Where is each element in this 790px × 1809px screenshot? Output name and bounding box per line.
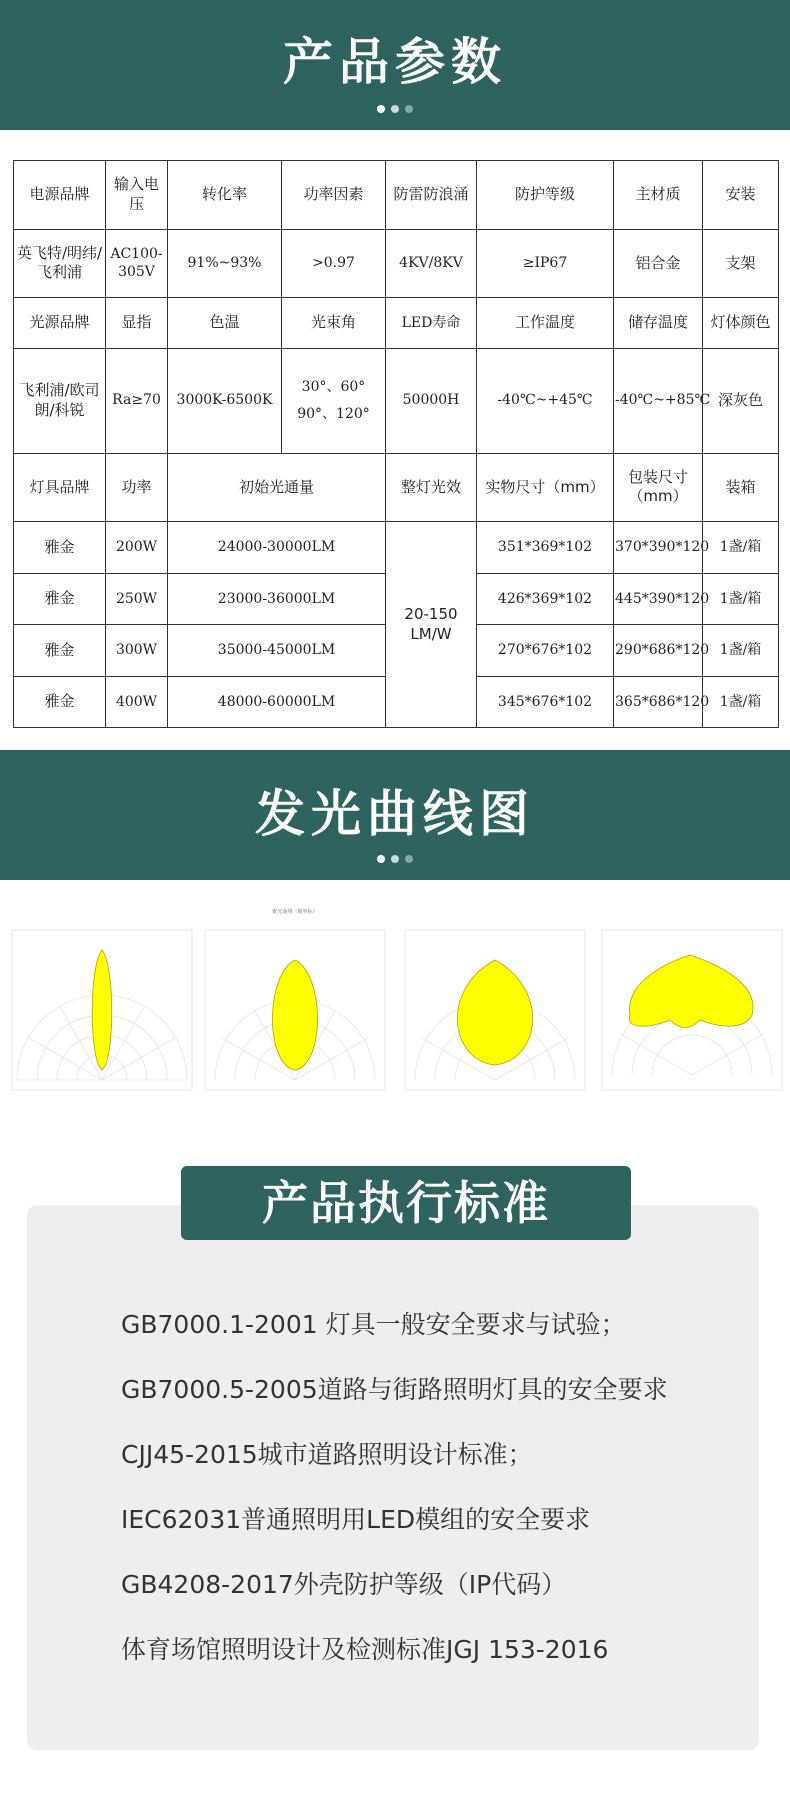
light-distribution-curves bbox=[0, 880, 790, 1130]
product-box: 1盏/箱 bbox=[703, 676, 779, 728]
product-pack: 290*686*120 bbox=[614, 625, 703, 676]
efficacy-cell: 20-150 LM/W bbox=[386, 522, 477, 728]
curve-title: 发光曲线图 bbox=[255, 785, 535, 843]
dot-2 bbox=[391, 105, 399, 113]
product-power: 250W bbox=[106, 573, 168, 624]
dot-2 bbox=[391, 855, 399, 863]
h-store-temp: 储存温度 bbox=[614, 298, 703, 348]
standard-item: GB7000.1-2001 灯具一般安全要求与试验； bbox=[121, 1310, 626, 1339]
h-efficiency: 转化率 bbox=[168, 161, 282, 230]
h-led-brand: 光源品牌 bbox=[14, 298, 106, 348]
product-box: 1盏/箱 bbox=[703, 522, 779, 573]
polar-plot-60 bbox=[205, 908, 385, 1090]
plot-title: 配光曲线（极坐标） bbox=[272, 909, 318, 915]
h-ip-rating: 防护等级 bbox=[477, 161, 614, 230]
dot-3 bbox=[405, 105, 413, 113]
product-flux: 35000-45000LM bbox=[168, 625, 386, 676]
h-pack: 包装尺寸（mm） bbox=[614, 453, 703, 522]
dot-3 bbox=[405, 855, 413, 863]
v-material: 铝合金 bbox=[614, 229, 703, 298]
product-flux: 48000-60000LM bbox=[168, 676, 386, 728]
v-body-color: 深灰色 bbox=[703, 348, 779, 453]
product-flux: 24000-30000LM bbox=[168, 522, 386, 573]
h-box: 装箱 bbox=[703, 453, 779, 522]
standard-item: GB7000.5-2005道路与街路照明灯具的安全要求 bbox=[121, 1375, 668, 1404]
h-power-brand: 电源品牌 bbox=[14, 161, 106, 230]
h-body-color: 灯体颜色 bbox=[703, 298, 779, 348]
standards-card bbox=[27, 1205, 759, 1750]
h-work-temp: 工作温度 bbox=[477, 298, 614, 348]
dot-1 bbox=[377, 105, 385, 113]
product-power: 300W bbox=[106, 625, 168, 676]
v-led-life: 50000H bbox=[386, 348, 477, 453]
h-material: 主材质 bbox=[614, 161, 703, 230]
v-store-temp: -40℃~+85℃ bbox=[614, 348, 703, 453]
v-power-brand: 英飞特/明纬/飞利浦 bbox=[14, 229, 106, 298]
v-work-temp: -40℃~+45℃ bbox=[477, 348, 614, 453]
v-cct: 3000K-6500K bbox=[168, 348, 282, 453]
product-size: 270*676*102 bbox=[477, 625, 614, 676]
h-mount: 安装 bbox=[703, 161, 779, 230]
h-cri: 显指 bbox=[106, 298, 168, 348]
carousel-dots bbox=[0, 848, 790, 867]
polar-plot-120 bbox=[602, 930, 782, 1090]
product-flux: 23000-36000LM bbox=[168, 573, 386, 624]
h-cct: 色温 bbox=[168, 298, 282, 348]
h-surge: 防雷防浪涌 bbox=[386, 161, 477, 230]
standards-title: 产品执行标准 bbox=[181, 1166, 631, 1240]
v-beam-angle bbox=[282, 348, 386, 453]
spec-table bbox=[13, 160, 779, 728]
carousel-dots bbox=[0, 98, 790, 117]
curve-banner bbox=[0, 750, 790, 880]
product-size: 351*369*102 bbox=[477, 522, 614, 573]
h-wattage: 功率 bbox=[106, 453, 168, 522]
v-efficiency: 91%~93% bbox=[168, 229, 282, 298]
v-led-brand: 飞利浦/欧司朗/科锐 bbox=[14, 348, 106, 453]
standard-item: CJJ45-2015城市道路照明设计标准； bbox=[121, 1440, 533, 1469]
product-size: 426*369*102 bbox=[477, 573, 614, 624]
h-power-factor: 功率因素 bbox=[282, 161, 386, 230]
h-flux: 初始光通量 bbox=[168, 453, 386, 522]
h-input-voltage: 输入电压 bbox=[106, 161, 168, 230]
product-brand: 雅金 bbox=[14, 676, 106, 728]
standard-item: GB4208-2017外壳防护等级（IP代码） bbox=[121, 1570, 567, 1599]
product-brand: 雅金 bbox=[14, 573, 106, 624]
h-led-life: LED寿命 bbox=[386, 298, 477, 348]
v-surge: 4KV/8KV bbox=[386, 229, 477, 298]
polar-plot-90 bbox=[405, 930, 585, 1090]
product-pack: 445*390*120 bbox=[614, 573, 703, 624]
dot-1 bbox=[377, 855, 385, 863]
h-efficacy: 整灯光效 bbox=[386, 453, 477, 522]
product-power: 400W bbox=[106, 676, 168, 728]
beam-line-1: 30°、60° bbox=[301, 379, 366, 396]
product-box: 1盏/箱 bbox=[703, 573, 779, 624]
product-pack: 365*686*120 bbox=[614, 676, 703, 728]
h-size: 实物尺寸（mm） bbox=[477, 453, 614, 522]
h-lamp-brand: 灯具品牌 bbox=[14, 453, 106, 522]
product-brand: 雅金 bbox=[14, 625, 106, 676]
h-beam-angle: 光束角 bbox=[282, 298, 386, 348]
product-brand: 雅金 bbox=[14, 522, 106, 573]
table-row bbox=[14, 522, 779, 573]
v-cri: Ra≥70 bbox=[106, 348, 168, 453]
standard-item: IEC62031普通照明用LED模组的安全要求 bbox=[121, 1505, 591, 1534]
product-pack: 370*390*120 bbox=[614, 522, 703, 573]
params-title: 产品参数 bbox=[283, 33, 507, 91]
v-mount: 支架 bbox=[703, 229, 779, 298]
v-input-voltage: AC100-305V bbox=[106, 229, 168, 298]
v-power-factor: >0.97 bbox=[282, 229, 386, 298]
product-box: 1盏/箱 bbox=[703, 625, 779, 676]
polar-plot-30 bbox=[12, 930, 192, 1090]
params-banner bbox=[0, 0, 790, 130]
v-ip-rating: ≥IP67 bbox=[477, 229, 614, 298]
beam-line-2: 90°、120° bbox=[297, 405, 370, 422]
product-power: 200W bbox=[106, 522, 168, 573]
standard-item: 体育场馆照明设计及检测标准JGJ 153-2016 bbox=[121, 1635, 609, 1664]
product-size: 345*676*102 bbox=[477, 676, 614, 728]
